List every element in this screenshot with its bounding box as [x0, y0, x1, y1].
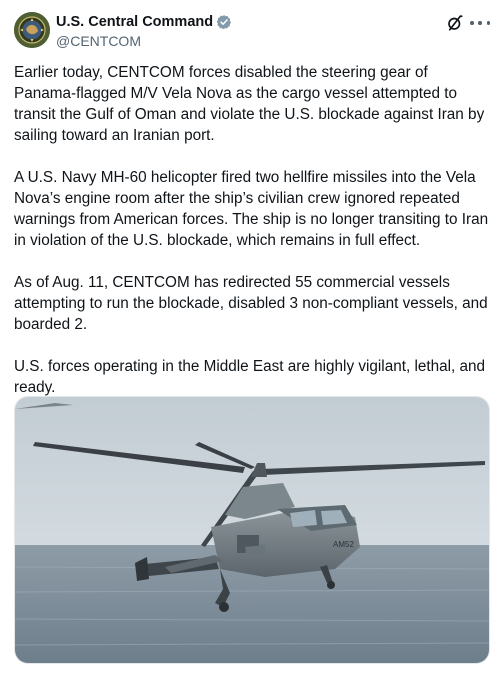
post-text [14, 62, 494, 419]
verified-badge-icon[interactable] [216, 14, 232, 30]
post-header [14, 12, 490, 52]
post-paragraph: A U.S. Navy MH-60 helicopter fired two hellfire missiles into the Vela Nova’s engine room after the ship’s civilian crew ignored repeated warnings from American forces. The ship is no longer transiting to Iran in violation of the U.S. blockade, which remains in full effect. [14, 169, 489, 249]
post-paragraph: Earlier today, CENTCOM forces disabled the steering gear of Panama-flagged M/V Vela Nova as the cargo vessel attempted to transit the Gulf of Oman and violate the U.S. blockade against Iran by sailing toward an Iranian port. [14, 64, 485, 144]
post-paragraph: As of Aug. 11, CENTCOM has redirected 55 commercial vessels attempting to run the blockade, disabled 3 non-compliant vessels, and boarded 2. [14, 274, 488, 333]
author-handle[interactable]: @CENTCOM [56, 33, 141, 49]
centcom-seal-avatar[interactable] [14, 12, 50, 48]
post-paragraph: U.S. forces operating in the Middle East are highly vigilant, lethal, and ready. [14, 358, 486, 396]
more-dot [470, 21, 474, 25]
author-names [56, 12, 232, 49]
more-dot [478, 21, 482, 25]
more-dot [487, 21, 491, 25]
helicopter-over-sea-photo[interactable] [14, 396, 490, 664]
display-name-row [56, 12, 232, 31]
grok-icon[interactable] [446, 14, 464, 32]
svg-text:AM52: AM52 [333, 540, 354, 549]
more-options-icon[interactable] [470, 14, 490, 32]
display-name[interactable]: U.S. Central Command [56, 13, 214, 30]
